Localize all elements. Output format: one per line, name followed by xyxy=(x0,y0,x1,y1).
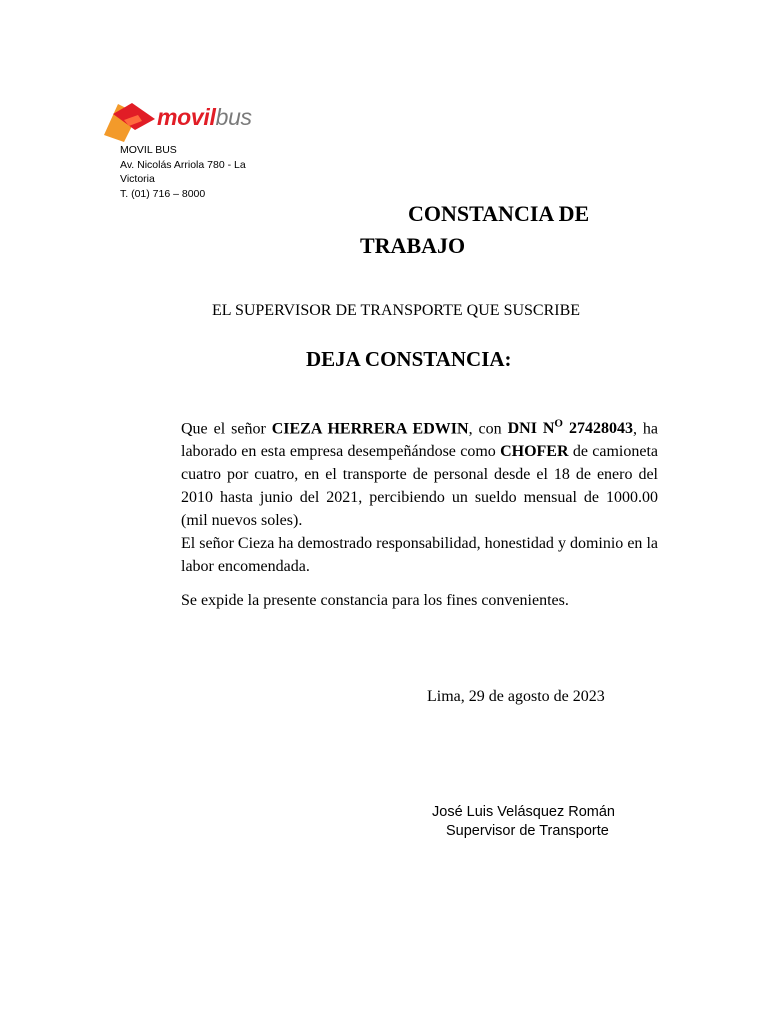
dni-label-superscript: O xyxy=(554,418,563,430)
body-text-segment: , con xyxy=(468,420,508,438)
dni-label-text: DNI N xyxy=(507,420,555,438)
document-subtitle: EL SUPERVISOR DE TRANSPORTE QUE SUSCRIBE xyxy=(212,302,581,319)
body-text-segment: Que el señor xyxy=(181,420,272,438)
document-title-line2: TRABAJO xyxy=(360,233,466,258)
company-phone: T. (01) 716 – 8000 xyxy=(120,187,206,200)
body-text-segment: , ha laborado en esta empresa desempeñándose como xyxy=(181,420,658,461)
company-name: MOVIL BUS xyxy=(120,144,177,156)
employee-name: CIEZA HERRERA EDWIN xyxy=(271,420,469,438)
body-paragraph-1 xyxy=(181,413,658,532)
logo-word-movil: movil xyxy=(157,104,216,130)
logo-wordmark xyxy=(157,104,252,131)
signatory-name: José Luis Velásquez Román xyxy=(432,804,615,820)
logo-word-bus: bus xyxy=(215,104,252,130)
company-address: Av. Nicolás Arriola 780 - La Victoria xyxy=(120,158,246,185)
document-title-line1: CONSTANCIA DE xyxy=(408,201,590,226)
dni-label xyxy=(508,420,633,437)
document-heading: DEJA CONSTANCIA: xyxy=(306,347,512,371)
company-info xyxy=(120,143,260,201)
dni-number: 27428043 xyxy=(568,420,633,438)
body-text-segment: de camioneta cuatro por cuatro, en el transporte de personal desde el 18 de enero del 2010 hasta junio del 2021, percibiendo un sueldo mensual de 1000.00 (mil nuevos soles). xyxy=(181,443,658,530)
body-paragraph-2: El señor Cieza ha demostrado responsabilidad, honestidad y dominio en la labor encomendada. xyxy=(181,535,658,576)
movilbus-logo xyxy=(104,102,264,142)
employee-position: CHOFER xyxy=(500,443,569,461)
document-body xyxy=(181,413,658,578)
movilbus-logo-mark-icon xyxy=(104,102,156,142)
closing-statement: Se expide la presente constancia para los fines convenientes. xyxy=(181,592,569,609)
document-date: Lima, 29 de agosto de 2023 xyxy=(427,688,605,705)
signatory-title: Supervisor de Transporte xyxy=(446,823,609,839)
